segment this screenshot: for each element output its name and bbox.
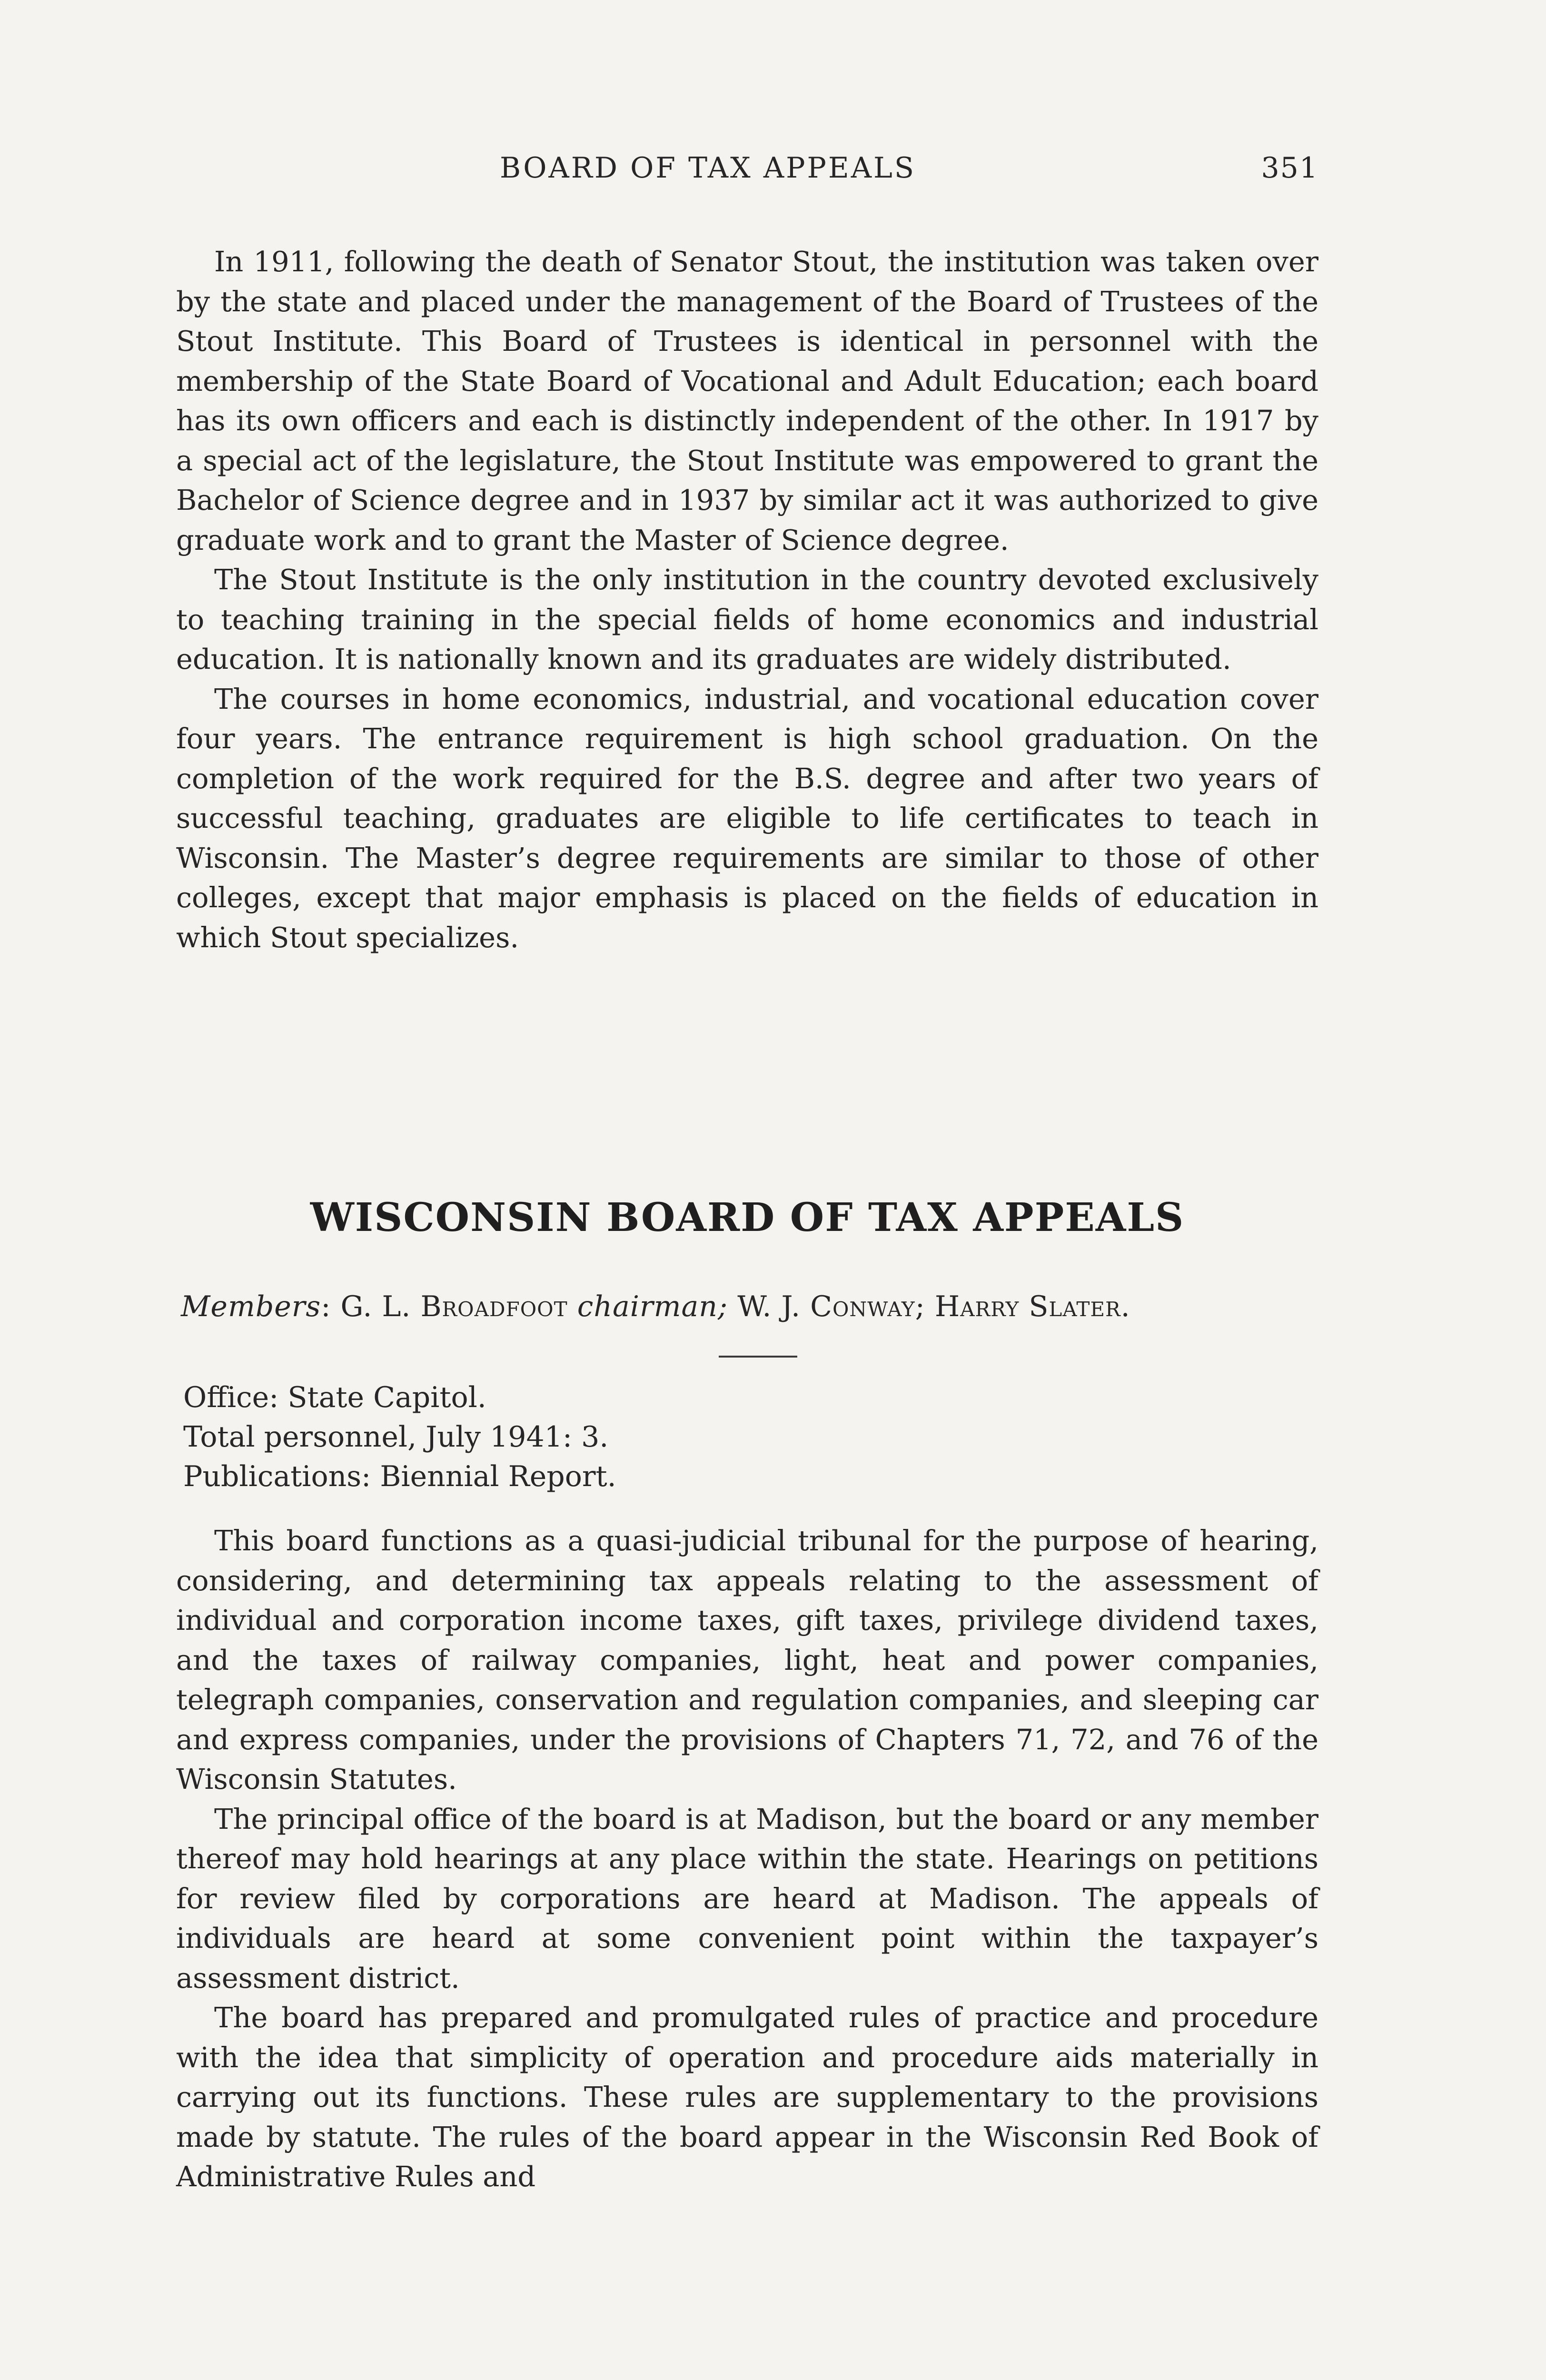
members-label: Members bbox=[181, 1290, 321, 1323]
paragraph: This board functions as a quasi-judicial tribunal for the purpose of hearing, considering, and determining tax appeals relating to the assessment of individual and corporation income taxes, gift taxes, privilege dividend taxes, and the taxes of railway companies, light, heat and power companies, telegraph companies, conservation and regulation companies, and sleeping car and express companies, under the provisions of Chapters 71, 72, and 76 of the Wisconsin Statutes. bbox=[176, 1524, 1318, 1795]
section-heading: WISCONSIN BOARD OF TAX APPEALS bbox=[310, 1195, 1185, 1240]
paragraph: In 1911, following the death of Senator Stout, the institution was taken over by the state and placed under the management of the Board of Trustees of the Stout Institute. This Board of Trustees is identical in personnel with the membership of the State Board of Vocational and Adult Education; each board has its own officers and each is distinctly independent of the other. In 1917 by a special act of the legislature, the Stout Institute was empowered to grant the Bachelor of Science degree and in 1937 by similar act it was authorized to give graduate work and to grant the Master of Science degree. bbox=[176, 245, 1318, 556]
paragraph: The courses in home economics, industrial, and vocational education cover four years. The entrance requirement is high school graduation. On the completion of the work required for the B.S. degree and after two years of successful teaching, graduates are eligible to life certificates to teach in Wisconsin. The Master’s degree requirements are similar to those of other colleges, except that major emphasis is placed on the fields of education in which Stout specializes. bbox=[176, 682, 1318, 954]
running-head-title: BOARD OF TAX APPEALS bbox=[500, 151, 916, 185]
paragraph: The Stout Institute is the only institution in the country devoted exclusively to teaching training in the special fields of home economics and industrial education. It is nationally known and its graduates are widely distributed. bbox=[176, 563, 1318, 675]
member-name: Harry Slater. bbox=[934, 1290, 1130, 1323]
board-info-block bbox=[183, 1378, 616, 1497]
page-number: 351 bbox=[1261, 151, 1318, 185]
personnel-line: Total personnel, July 1941: 3. bbox=[183, 1420, 609, 1454]
running-head bbox=[176, 151, 1318, 194]
members-colon: : bbox=[321, 1290, 341, 1323]
stout-institute-section bbox=[176, 242, 1318, 957]
member-name: W. J. Conway; bbox=[737, 1290, 925, 1323]
members-line bbox=[181, 1290, 1323, 1323]
office-line: Office: State Capitol. bbox=[183, 1381, 486, 1414]
member-name: G. L. Broadfoot bbox=[340, 1290, 568, 1323]
divider-rule bbox=[719, 1356, 797, 1358]
tax-appeals-section bbox=[176, 1521, 1318, 2197]
paragraph: The board has prepared and promulgated rules of practice and procedure with the idea that simplicity of operation and procedure aids materially in carrying out its functions. These rules are supplementary to the provisions made by statute. The rules of the board appear in the Wisconsin Red Book of Administrative Rules and bbox=[176, 2001, 1318, 2193]
member-role: chairman; bbox=[577, 1290, 728, 1323]
publications-line: Publications: Biennial Report. bbox=[183, 1460, 616, 1493]
paragraph: The principal office of the board is at Madison, but the board or any member thereof may hold hearings at any place within the state. Hearings on petitions for review filed by corporations are heard at Madison. The appeals of individuals are heard at some convenient point within the taxpayer’s assessment district. bbox=[176, 1802, 1318, 1994]
